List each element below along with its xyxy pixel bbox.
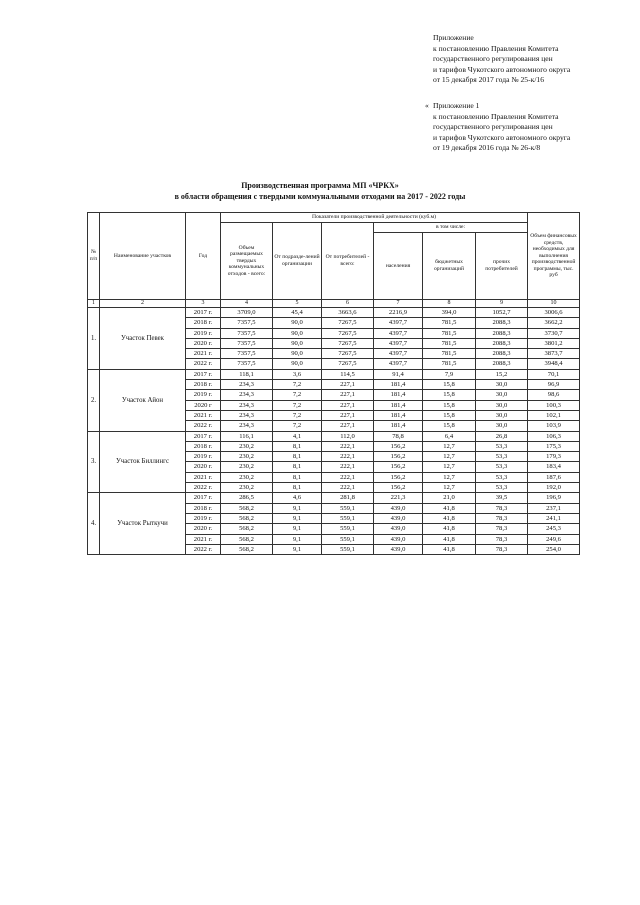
cell-value: 7,2	[273, 400, 322, 410]
cell-value: 8,1	[273, 462, 322, 472]
cell-value: 30,0	[476, 390, 528, 400]
cell-value: 8,1	[273, 472, 322, 482]
cell-value: 245,3	[528, 524, 580, 534]
section-index: 3.	[88, 431, 100, 493]
section-name: Участок Певек	[100, 308, 186, 370]
cell-value: 3,6	[273, 369, 322, 379]
cell-value: 156,2	[374, 472, 423, 482]
cell-value: 781,5	[423, 328, 476, 338]
cell-value: 439,0	[374, 544, 423, 554]
column-number: 4	[221, 300, 273, 308]
cell-value: 7,2	[273, 410, 322, 420]
cell-value: 78,3	[476, 524, 528, 534]
cell-value: 3948,4	[528, 359, 580, 369]
cell-value: 183,4	[528, 462, 580, 472]
row-year: 2019 г.	[186, 390, 221, 400]
cell-value: 4397,7	[374, 328, 423, 338]
cell-value: 41,8	[423, 513, 476, 523]
cell-value: 181,4	[374, 410, 423, 420]
cell-value: 222,1	[322, 472, 374, 482]
appendix-note-line: к постановлению Правления Комитета	[433, 111, 559, 121]
row-year: 2017 г.	[186, 369, 221, 379]
row-year: 2021 г.	[186, 472, 221, 482]
cell-value: 3730,7	[528, 328, 580, 338]
cell-value: 112,0	[322, 431, 374, 441]
cell-value: 30,0	[476, 410, 528, 420]
cell-value: 9,1	[273, 503, 322, 513]
row-year: 2017 г.	[186, 308, 221, 318]
cell-value: 39,5	[476, 493, 528, 503]
cell-value: 4,6	[273, 493, 322, 503]
cell-value: 222,1	[322, 483, 374, 493]
cell-value: 41,8	[423, 503, 476, 513]
cell-value: 78,3	[476, 513, 528, 523]
header-finance: Объем финансовых средств, необходимых для выполнения производственной программы, тыс. руб	[528, 213, 580, 300]
row-year: 2019 г.	[186, 328, 221, 338]
cell-value: 15,2	[476, 369, 528, 379]
cell-value: 227,1	[322, 421, 374, 431]
row-year: 2021 г.	[186, 349, 221, 359]
cell-value: 106,3	[528, 431, 580, 441]
row-year: 2017 г.	[186, 431, 221, 441]
cell-value: 156,2	[374, 462, 423, 472]
cell-value: 227,1	[322, 400, 374, 410]
cell-value: 568,2	[221, 524, 273, 534]
cell-value: 181,4	[374, 421, 423, 431]
cell-value: 41,8	[423, 544, 476, 554]
cell-value: 192,0	[528, 483, 580, 493]
title-line-1: Производственная программа МП «ЧРКХ»	[241, 181, 399, 190]
row-year: 2019 г.	[186, 452, 221, 462]
cell-value: 568,2	[221, 503, 273, 513]
row-year: 2018 г.	[186, 380, 221, 390]
cell-value: 15,8	[423, 400, 476, 410]
cell-value: 9,1	[273, 524, 322, 534]
column-numbers-row	[88, 300, 580, 308]
cell-value: 7,2	[273, 380, 322, 390]
cell-value: 7267,5	[322, 338, 374, 348]
row-year: 2018 г.	[186, 503, 221, 513]
cell-value: 3662,2	[528, 318, 580, 328]
appendix-note-line: к постановлению Правления Комитета	[433, 43, 559, 53]
header-consumers-total: От потребителей - всего:	[322, 223, 374, 300]
cell-value: 559,1	[322, 503, 374, 513]
cell-value: 559,1	[322, 534, 374, 544]
cell-value: 568,2	[221, 534, 273, 544]
header-volume: Объем размещаемых твердых коммунальных отходов - всего:	[221, 223, 273, 300]
document-title	[0, 180, 640, 202]
cell-value: 102,1	[528, 410, 580, 420]
cell-value: 222,1	[322, 441, 374, 451]
header-population: населения	[374, 233, 423, 300]
row-year: 2022 г.	[186, 359, 221, 369]
cell-value: 394,0	[423, 308, 476, 318]
cell-value: 103,9	[528, 421, 580, 431]
cell-value: 15,8	[423, 410, 476, 420]
cell-value: 7,9	[423, 369, 476, 379]
cell-value: 2088,3	[476, 338, 528, 348]
cell-value: 439,0	[374, 524, 423, 534]
cell-value: 90,0	[273, 349, 322, 359]
cell-value: 7357,5	[221, 328, 273, 338]
header-name: Наименование участков	[100, 213, 186, 300]
cell-value: 3801,2	[528, 338, 580, 348]
cell-value: 91,4	[374, 369, 423, 379]
table-row	[88, 308, 580, 318]
cell-value: 568,2	[221, 513, 273, 523]
cell-value: 41,8	[423, 534, 476, 544]
cell-value: 230,2	[221, 462, 273, 472]
cell-value: 781,5	[423, 318, 476, 328]
cell-value: 7357,5	[221, 359, 273, 369]
section-name: Участок Биллингс	[100, 431, 186, 493]
column-number: 10	[528, 300, 580, 308]
cell-value: 53,3	[476, 483, 528, 493]
header-num: № п/п	[88, 213, 100, 300]
cell-value: 53,3	[476, 441, 528, 451]
cell-value: 181,4	[374, 380, 423, 390]
column-number: 9	[476, 300, 528, 308]
table-row	[88, 369, 580, 379]
cell-value: 12,7	[423, 462, 476, 472]
cell-value: 7357,5	[221, 349, 273, 359]
cell-value: 179,3	[528, 452, 580, 462]
cell-value: 221,3	[374, 493, 423, 503]
cell-value: 45,4	[273, 308, 322, 318]
appendix-note-line: Приложение 1	[433, 101, 480, 110]
cell-value: 4397,7	[374, 338, 423, 348]
cell-value: 222,1	[322, 462, 374, 472]
cell-value: 15,8	[423, 390, 476, 400]
cell-value: 78,8	[374, 431, 423, 441]
cell-value: 559,1	[322, 544, 374, 554]
cell-value: 187,6	[528, 472, 580, 482]
cell-value: 196,9	[528, 493, 580, 503]
cell-value: 78,3	[476, 534, 528, 544]
cell-value: 227,1	[322, 390, 374, 400]
section-name: Участок Рыткучи	[100, 493, 186, 555]
cell-value: 70,1	[528, 369, 580, 379]
cell-value: 156,2	[374, 452, 423, 462]
cell-value: 21,0	[423, 493, 476, 503]
cell-value: 7267,5	[322, 318, 374, 328]
cell-value: 7267,5	[322, 349, 374, 359]
cell-value: 96,9	[528, 380, 580, 390]
cell-value: 90,0	[273, 338, 322, 348]
cell-value: 2088,3	[476, 318, 528, 328]
column-number: 2	[100, 300, 186, 308]
header-budget: бюджетных организаций	[423, 233, 476, 300]
row-year: 2021 г.	[186, 534, 221, 544]
appendix-note-line: и тарифов Чукотского автономного округа	[433, 132, 571, 142]
cell-value: 41,8	[423, 524, 476, 534]
cell-value: 12,7	[423, 452, 476, 462]
row-year: 2020 г.	[186, 338, 221, 348]
cell-value: 234,3	[221, 400, 273, 410]
cell-value: 114,5	[322, 369, 374, 379]
cell-value: 156,2	[374, 483, 423, 493]
row-year: 2018 г.	[186, 441, 221, 451]
cell-value: 249,6	[528, 534, 580, 544]
cell-value: 4397,7	[374, 359, 423, 369]
column-number: 3	[186, 300, 221, 308]
cell-value: 12,7	[423, 441, 476, 451]
cell-value: 439,0	[374, 534, 423, 544]
cell-value: 227,1	[322, 410, 374, 420]
cell-value: 156,2	[374, 441, 423, 451]
cell-value: 181,4	[374, 390, 423, 400]
opening-quote: «	[425, 101, 429, 110]
cell-value: 78,3	[476, 503, 528, 513]
row-year: 2019 г.	[186, 513, 221, 523]
cell-value: 30,0	[476, 380, 528, 390]
cell-value: 234,3	[221, 390, 273, 400]
appendix-note-line: государственного регулирования цен	[433, 54, 553, 64]
appendix-note-line: Приложение	[433, 33, 474, 42]
column-number: 6	[322, 300, 374, 308]
cell-value: 230,2	[221, 441, 273, 451]
section-index: 1.	[88, 308, 100, 370]
appendix-note-line: государственного регулирования цен	[433, 122, 553, 132]
header-including: в том числе:	[374, 223, 528, 233]
cell-value: 118,1	[221, 369, 273, 379]
table-row	[88, 431, 580, 441]
cell-value: 90,0	[273, 359, 322, 369]
cell-value: 7,2	[273, 390, 322, 400]
section-index: 2.	[88, 369, 100, 431]
appendix-note-line: и тарифов Чукотского автономного округа	[433, 64, 571, 74]
cell-value: 100,3	[528, 400, 580, 410]
cell-value: 222,1	[322, 452, 374, 462]
cell-value: 7267,5	[322, 328, 374, 338]
cell-value: 254,0	[528, 544, 580, 554]
cell-value: 2088,3	[476, 349, 528, 359]
cell-value: 53,3	[476, 472, 528, 482]
row-year: 2022 г.	[186, 421, 221, 431]
column-number: 8	[423, 300, 476, 308]
column-number: 5	[273, 300, 322, 308]
cell-value: 1052,7	[476, 308, 528, 318]
title-line-2: в области обращения с твердыми коммунальными отходами на 2017 - 2022 годы	[174, 192, 466, 201]
cell-value: 4397,7	[374, 349, 423, 359]
cell-value: 286,5	[221, 493, 273, 503]
cell-value: 53,3	[476, 452, 528, 462]
cell-value: 3006,6	[528, 308, 580, 318]
appendix-note-line: от 19 декабря 2016 года № 26-к/8	[433, 143, 541, 153]
cell-value: 2088,3	[476, 359, 528, 369]
section-name: Участок Айон	[100, 369, 186, 431]
cell-value: 78,3	[476, 544, 528, 554]
appendix-note-line: от 15 декабря 2017 года № 25-к/16	[433, 75, 545, 85]
cell-value: 2216,9	[374, 308, 423, 318]
cell-value: 4,1	[273, 431, 322, 441]
column-number: 1	[88, 300, 100, 308]
appendix-note-original	[425, 101, 571, 154]
cell-value: 230,2	[221, 472, 273, 482]
row-year: 2017 г.	[186, 493, 221, 503]
production-program-table	[87, 212, 580, 555]
cell-value: 175,3	[528, 441, 580, 451]
cell-value: 53,3	[476, 462, 528, 472]
cell-value: 7357,5	[221, 338, 273, 348]
cell-value: 7357,5	[221, 318, 273, 328]
cell-value: 9,1	[273, 534, 322, 544]
row-year: 2020 г.	[186, 462, 221, 472]
row-year: 2020 г	[186, 400, 221, 410]
cell-value: 559,1	[322, 513, 374, 523]
cell-value: 3709,0	[221, 308, 273, 318]
cell-value: 4397,7	[374, 318, 423, 328]
row-year: 2022 г.	[186, 544, 221, 554]
cell-value: 559,1	[322, 524, 374, 534]
cell-value: 3663,6	[322, 308, 374, 318]
cell-value: 116,1	[221, 431, 273, 441]
cell-value: 230,2	[221, 483, 273, 493]
row-year: 2022 г.	[186, 483, 221, 493]
cell-value: 15,8	[423, 380, 476, 390]
header-indicators: Показатели производственной деятельности (куб.м)	[221, 213, 528, 223]
cell-value: 26,8	[476, 431, 528, 441]
cell-value: 234,3	[221, 410, 273, 420]
cell-value: 2088,3	[476, 328, 528, 338]
cell-value: 9,1	[273, 544, 322, 554]
cell-value: 230,2	[221, 452, 273, 462]
row-year: 2018 г.	[186, 318, 221, 328]
cell-value: 6,4	[423, 431, 476, 441]
table-body	[88, 308, 580, 555]
cell-value: 90,0	[273, 328, 322, 338]
cell-value: 12,7	[423, 483, 476, 493]
cell-value: 281,8	[322, 493, 374, 503]
cell-value: 3873,7	[528, 349, 580, 359]
section-index: 4.	[88, 493, 100, 555]
cell-value: 237,1	[528, 503, 580, 513]
cell-value: 568,2	[221, 544, 273, 554]
cell-value: 181,4	[374, 400, 423, 410]
cell-value: 12,7	[423, 472, 476, 482]
cell-value: 234,3	[221, 380, 273, 390]
cell-value: 781,5	[423, 359, 476, 369]
row-year: 2020 г.	[186, 524, 221, 534]
cell-value: 439,0	[374, 513, 423, 523]
cell-value: 98,6	[528, 390, 580, 400]
cell-value: 227,1	[322, 380, 374, 390]
cell-value: 8,1	[273, 483, 322, 493]
cell-value: 9,1	[273, 513, 322, 523]
cell-value: 30,0	[476, 421, 528, 431]
header-year: Год	[186, 213, 221, 300]
cell-value: 234,3	[221, 421, 273, 431]
cell-value: 241,1	[528, 513, 580, 523]
cell-value: 781,5	[423, 349, 476, 359]
appendix-note	[433, 33, 570, 86]
column-number: 7	[374, 300, 423, 308]
cell-value: 8,1	[273, 441, 322, 451]
cell-value: 7,2	[273, 421, 322, 431]
cell-value: 15,8	[423, 421, 476, 431]
cell-value: 90,0	[273, 318, 322, 328]
header-subdivisions: От подразде-лений организации	[273, 223, 322, 300]
cell-value: 30,0	[476, 400, 528, 410]
header-other: прочих потребителей	[476, 233, 528, 300]
cell-value: 781,5	[423, 338, 476, 348]
cell-value: 7267,5	[322, 359, 374, 369]
table-row	[88, 493, 580, 503]
cell-value: 8,1	[273, 452, 322, 462]
row-year: 2021 г.	[186, 410, 221, 420]
cell-value: 439,0	[374, 503, 423, 513]
